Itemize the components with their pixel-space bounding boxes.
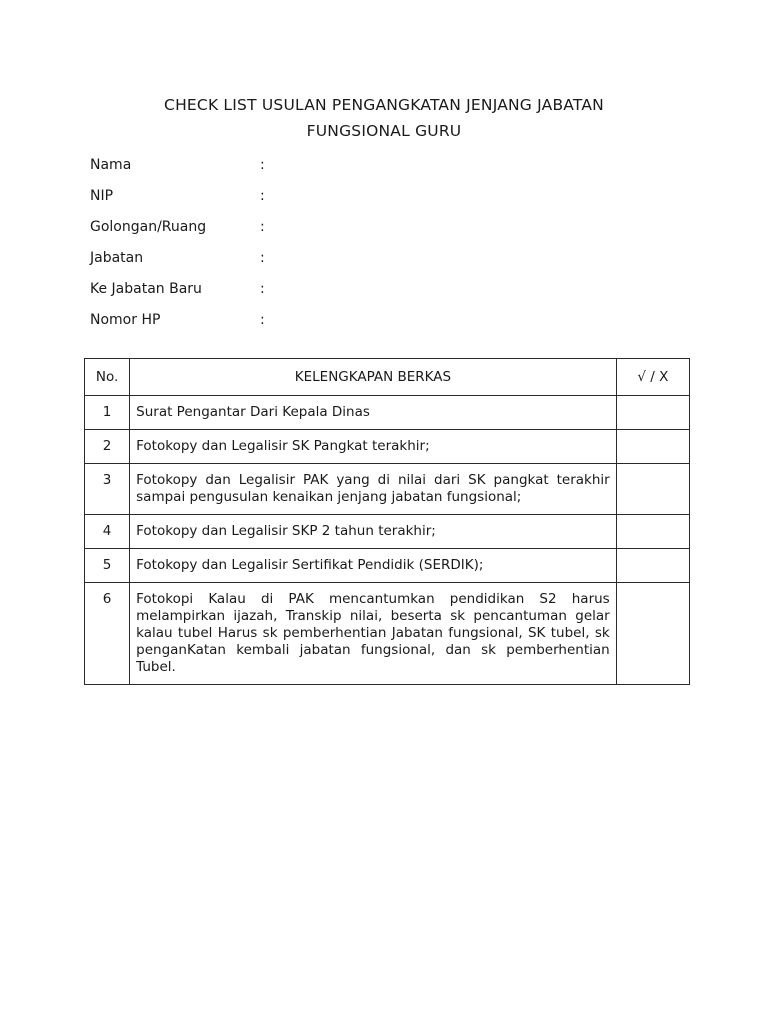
row-check-cell — [616, 549, 689, 583]
title-line-2: FUNGSIONAL GURU — [306, 122, 462, 140]
identity-fields — [90, 150, 490, 336]
row-check-cell — [616, 430, 689, 464]
field-ke-jabatan-baru — [90, 274, 490, 305]
field-nomor-hp — [90, 305, 490, 336]
row-number: 2 — [85, 430, 130, 464]
checklist-table — [84, 358, 690, 685]
row-check-cell — [616, 583, 689, 685]
field-label: Golongan/Ruang — [90, 219, 207, 235]
field-colon: : — [260, 219, 265, 235]
table-header-row — [85, 359, 690, 396]
title-line-1: CHECK LIST USULAN PENGANGKATAN JENJANG JABATAN — [164, 96, 604, 114]
field-colon: : — [260, 250, 265, 266]
field-jabatan — [90, 243, 490, 274]
header-check-mark: √ / X — [616, 359, 689, 396]
row-number: 6 — [85, 583, 130, 685]
field-label: Nomor HP — [90, 312, 161, 328]
document-title — [84, 92, 684, 144]
row-description: Surat Pengantar Dari Kepala Dinas — [130, 396, 617, 430]
table-row — [85, 583, 690, 685]
row-check-cell — [616, 464, 689, 515]
row-number: 5 — [85, 549, 130, 583]
row-check-cell — [616, 515, 689, 549]
header-kelengkapan-berkas: KELENGKAPAN BERKAS — [130, 359, 617, 396]
table-row — [85, 430, 690, 464]
row-description: Fotokopy dan Legalisir SKP 2 tahun terakhir; — [130, 515, 617, 549]
table-row — [85, 464, 690, 515]
row-description: Fotokopy dan Legalisir SK Pangkat terakhir; — [130, 430, 617, 464]
row-check-cell — [616, 396, 689, 430]
row-description: Fotokopy dan Legalisir PAK yang di nilai dari SK pangkat terakhir sampai pengusulan kenaikan jenjang jabatan fungsional; — [130, 464, 617, 515]
field-nama — [90, 150, 490, 181]
field-label: Nama — [90, 157, 132, 173]
field-label: Ke Jabatan Baru — [90, 281, 202, 297]
field-colon: : — [260, 157, 265, 173]
table-row — [85, 515, 690, 549]
field-label: NIP — [90, 188, 114, 204]
field-colon: : — [260, 188, 265, 204]
field-colon: : — [260, 281, 265, 297]
row-number: 3 — [85, 464, 130, 515]
field-label: Jabatan — [90, 250, 144, 266]
field-colon: : — [260, 312, 265, 328]
field-nip — [90, 181, 490, 212]
field-golongan-ruang — [90, 212, 490, 243]
table-row — [85, 396, 690, 430]
row-description: Fotokopy dan Legalisir Sertifikat Pendidik (SERDIK); — [130, 549, 617, 583]
header-no: No. — [85, 359, 130, 396]
row-number: 1 — [85, 396, 130, 430]
table-row — [85, 549, 690, 583]
row-number: 4 — [85, 515, 130, 549]
row-description: Fotokopi Kalau di PAK mencantumkan pendidikan S2 harus melampirkan ijazah, Transkip nilai, beserta sk pencantuman gelar kalau tubel Harus sk pemberhentian Jabatan fungsional, SK tubel, sk penganKatan kembali jabatan fungsional, dan sk pemberhentian Tubel. — [130, 583, 617, 685]
